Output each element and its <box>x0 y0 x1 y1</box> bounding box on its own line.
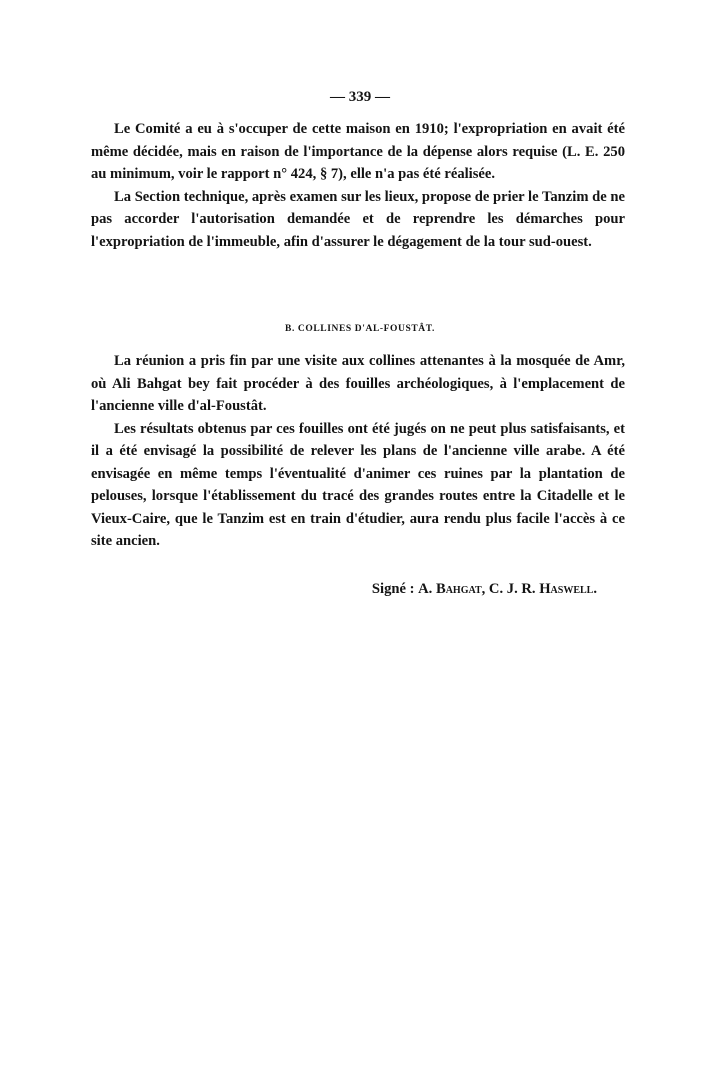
signature-prefix: Signé : <box>371 581 419 597</box>
text-block-comite <box>91 118 625 253</box>
section-heading: B. COLLINES D'AL-FOUSTÂT. <box>285 324 435 334</box>
paragraph: La Section technique, après examen sur les lieux, propose de prier le Tanzim de ne pas accorder l'autorisation demandée et de reprendre les démarches pour l'expropriation de l'immeuble, afin d'assurer le dégagement de la tour sud-ouest. <box>91 188 625 250</box>
text-block-collines <box>91 350 625 553</box>
paragraph: Les résultats obtenus par ces fouilles ont été jugés on ne peut plus satisfaisants, et il a été envisagé la possibilité de relever les plans de l'ancienne ville arabe. A été envisagée en même temps l'éventualité d'animer ces ruines par la plantation de pelouses, lorsque l'établissement du tracé des grandes routes entre la Citadelle et le Vieux-Caire, que le Tanzim est en train d'étudier, aura rendu plus facile l'accès à ce site ancien. <box>91 420 625 549</box>
signature-line <box>372 581 597 598</box>
page-number: — 339 — <box>330 89 390 105</box>
signature-names: A. Bahgat, C. J. R. Haswell. <box>418 581 597 597</box>
paragraph: La réunion a pris fin par une visite aux collines attenantes à la mosquée de Amr, où Ali Bahgat bey fait procéder à des fouilles archéologiques, à l'emplacement de l'ancienne ville d'al-Foustât. <box>91 353 625 414</box>
paragraph: Le Comité a eu à s'occuper de cette maison en 1910; l'expropriation en avait été même décidée, mais en raison de l'importance de la dépense alors requise (L. E. 250 au minimum, voir le rapport n° 424, § 7), elle n'a pas été réalisée. <box>91 121 625 182</box>
